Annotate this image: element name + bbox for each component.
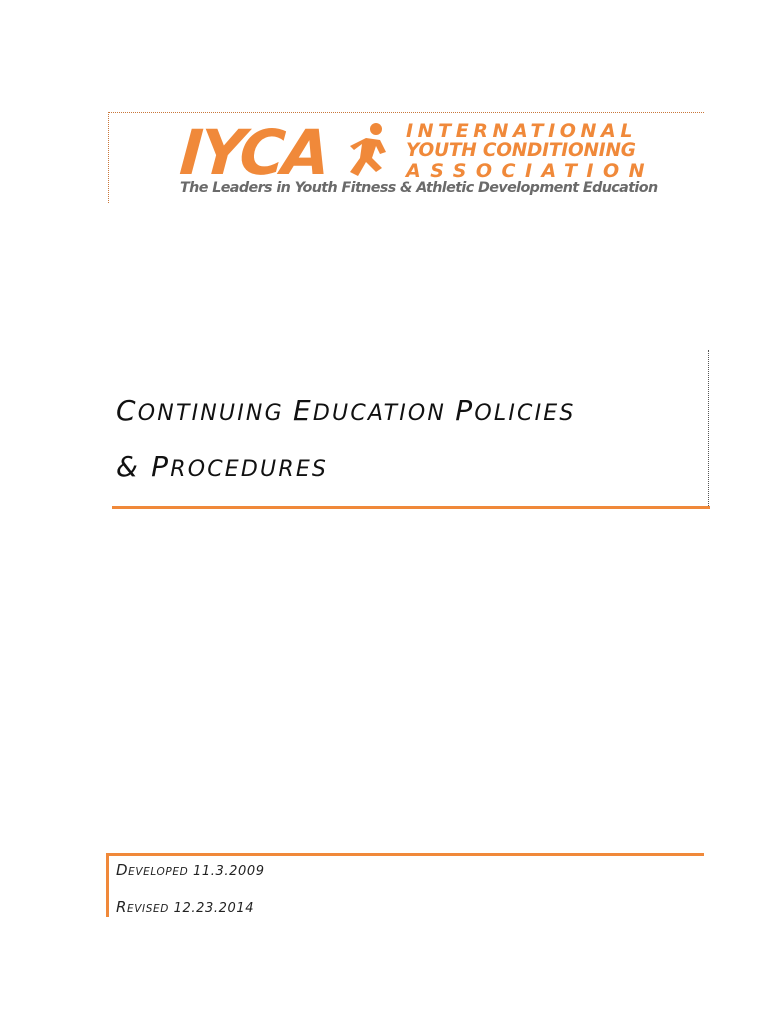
title-side-rule <box>708 350 709 508</box>
logo-line-youth-conditioning: YOUTH CONDITIONING <box>406 140 636 161</box>
revised-date-line <box>116 898 254 916</box>
title-cap: E <box>293 394 313 427</box>
title-cap: C <box>116 394 138 427</box>
footer-label: EVISED <box>127 903 169 915</box>
logo-line-international: INTERNATIONAL <box>406 120 638 142</box>
developed-date: 11.3.2009 <box>193 864 265 879</box>
title-text: OLICIES <box>474 401 576 426</box>
footer-top-rule <box>106 853 704 856</box>
footer-label: EVELOPED <box>128 866 189 878</box>
iyca-logo <box>177 116 658 203</box>
logo-mark: IYCA <box>177 116 330 189</box>
title-cap: P <box>455 394 475 427</box>
title-text: ROCEDURES <box>170 457 329 482</box>
title-line-2 <box>116 452 706 482</box>
logo-tagline: The Leaders in Youth Fitness & Athletic Development Education <box>180 180 658 196</box>
title-cap: P <box>151 450 171 483</box>
developed-date-line <box>116 861 265 879</box>
logo-line-association: ASSOCIATION <box>406 160 655 182</box>
title-text: ONTINUING <box>137 401 294 426</box>
title-text: & <box>116 450 152 483</box>
footer-left-rule <box>106 853 109 917</box>
title-line-1 <box>116 396 706 426</box>
title-underline <box>112 506 710 509</box>
runner-icon <box>336 120 398 186</box>
footer-cap: R <box>116 898 128 916</box>
document-title <box>116 396 706 482</box>
footer-cap: D <box>116 861 129 879</box>
title-text: DUCATION <box>312 401 456 426</box>
revised-date: 12.23.2014 <box>173 901 255 916</box>
